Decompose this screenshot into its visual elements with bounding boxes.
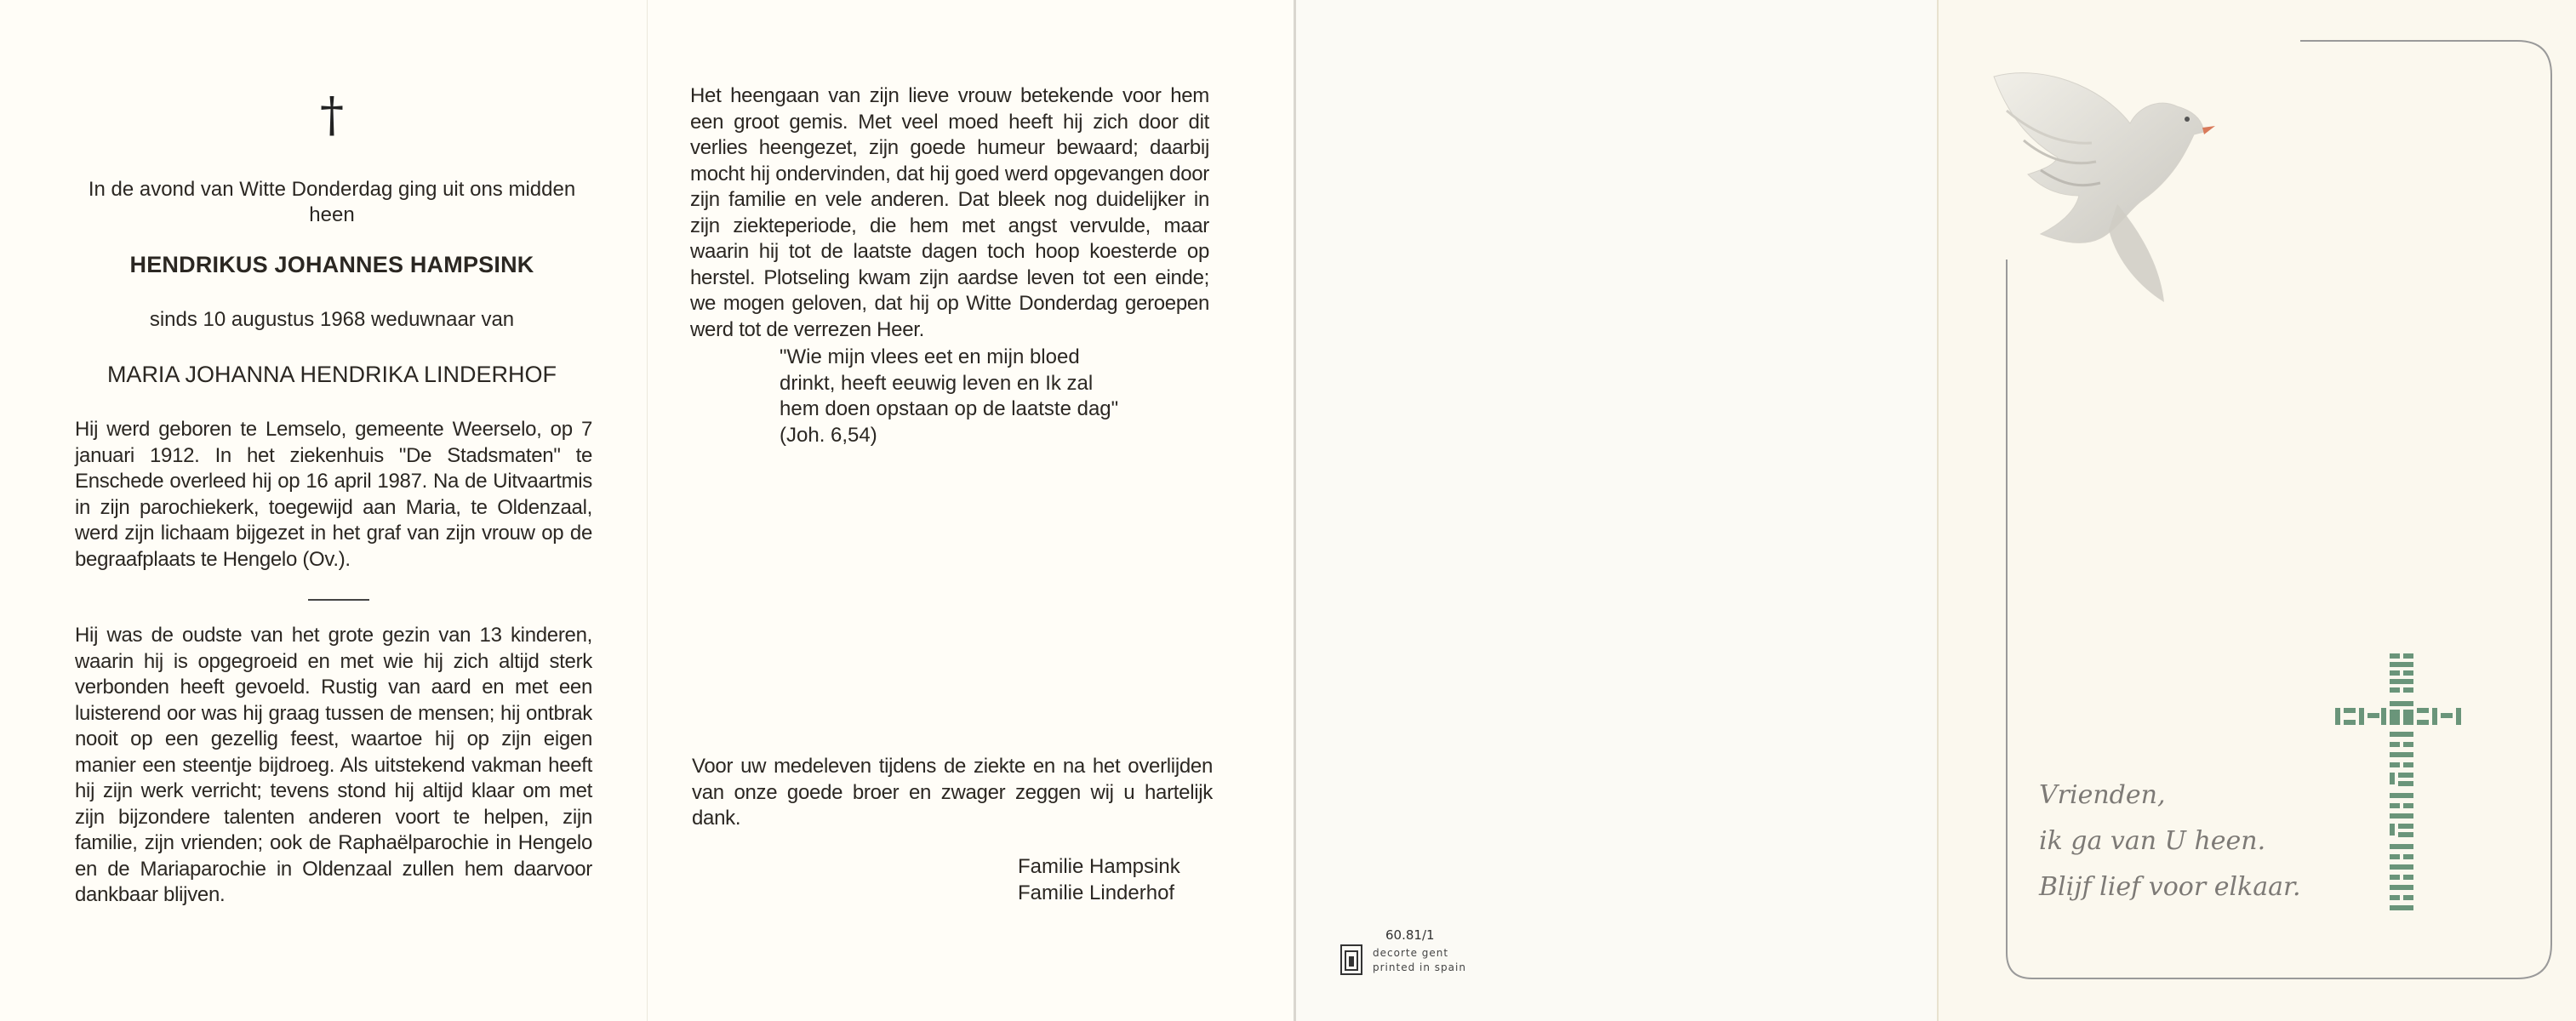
left-page bbox=[0, 0, 647, 1021]
quote-line: hem doen opstaan op de laatste dag" bbox=[780, 397, 1119, 420]
scripture-quote bbox=[780, 345, 1179, 448]
signatures bbox=[1018, 853, 1231, 906]
cross-icon: † bbox=[320, 88, 344, 143]
motto-line: Blijf lief voor elkaar. bbox=[2039, 872, 2301, 902]
deceased-name: HENDRIKUS JOHANNES HAMPSINK bbox=[129, 252, 534, 277]
publisher-logo-icon bbox=[1340, 944, 1362, 975]
motto bbox=[2039, 773, 2345, 910]
quote-line: "Wie mijn vlees eet en mijn bloed bbox=[780, 345, 1080, 368]
announcement: In de avond van Witte Donderdag ging uit ons midden heen bbox=[88, 178, 576, 226]
card-code: 60.81/1 bbox=[1385, 927, 1435, 943]
back-page bbox=[1294, 0, 1937, 1021]
dove-icon bbox=[1990, 60, 2270, 306]
motto-line: Vrienden, bbox=[2039, 780, 2166, 810]
publisher-info bbox=[1373, 946, 1466, 975]
motto-line: ik ga van U heen. bbox=[2039, 826, 2266, 856]
mosaic-cross-icon bbox=[2333, 653, 2470, 926]
printer-line: printed in spain bbox=[1373, 961, 1466, 973]
character-paragraph: Hij was de oudste van het grote gezin van 13 kinderen, waarin hij is opgegroeid en met wie hij zich altijd sterk verbonden heeft gevoeld. Rustig van aard en met een luisterend oor was hij graag tussen de mensen; hij ontbrak nooit op een gezellig feest, waartoe hij op zijn eigen manier een steentje bijdroeg. Als uitstekend vakman heeft hij zijn werk verricht; tevens stond hij altijd klaar om met zijn bijzondere talenten anderen voort te helpen, zijn familie, zijn vrienden; ook de Raphaëlparochie in Hengelo en de Mariaparochie in Oldenzaal zullen hem daarvoor dankbaar blijven. bbox=[75, 624, 592, 906]
front-cover bbox=[1937, 0, 2576, 1021]
widower-since: sinds 10 augustus 1968 weduwnaar van bbox=[149, 308, 515, 331]
biography-paragraph: Hij werd geboren te Lemselo, gemeente Weerselo, op 7 januari 1912. In het ziekenhuis "De Stadsmaten" te Enschede overleed hij op 16 april 1987. Na de Uitvaartmis in zijn parochiekerk, toegewijd aan Maria, te Oldenzaal, werd zijn lichaam bijgezet in het graf van zijn vrouw op de begraafplaats te Hengelo (Ov.). bbox=[75, 418, 592, 571]
publisher-line: decorte gent bbox=[1373, 947, 1449, 959]
signature-linderhof: Familie Linderhof bbox=[1018, 881, 1175, 904]
middle-page bbox=[647, 0, 1294, 1021]
quote-reference: (Joh. 6,54) bbox=[780, 423, 877, 447]
thanks-paragraph: Voor uw medeleven tijdens de ziekte en na het overlijden van onze goede broer en zwager zeggen wij u hartelijk dank. bbox=[692, 755, 1213, 830]
divider bbox=[308, 599, 369, 601]
quote-line: drinkt, heeft eeuwig leven en Ik zal bbox=[780, 371, 1094, 395]
signature-hampsink: Familie Hampsink bbox=[1018, 855, 1180, 878]
wife-name: MARIA JOHANNA HENDRIKA LINDERHOF bbox=[106, 362, 557, 387]
memorial-paragraph: Het heengaan van zijn lieve vrouw betekende voor hem een groot gemis. Met veel moed heeft hij zich door dit verlies heengezet, zijn goede humeur bewaard; daarbij mocht hij ondervinden, dat hij goed werd opgevangen door zijn familie en vele anderen. Dat bleek nog duidelijker in zijn ziekteperiode, die hem met angst vervulde, maar waarin hij tot de laatste dagen toch hoop koesterde op herstel. Plotseling kwam zijn aardse leven tot een einde; we mogen geloven, dat hij op Witte Donderdag geroepen werd tot de verrezen Heer. bbox=[690, 84, 1209, 341]
